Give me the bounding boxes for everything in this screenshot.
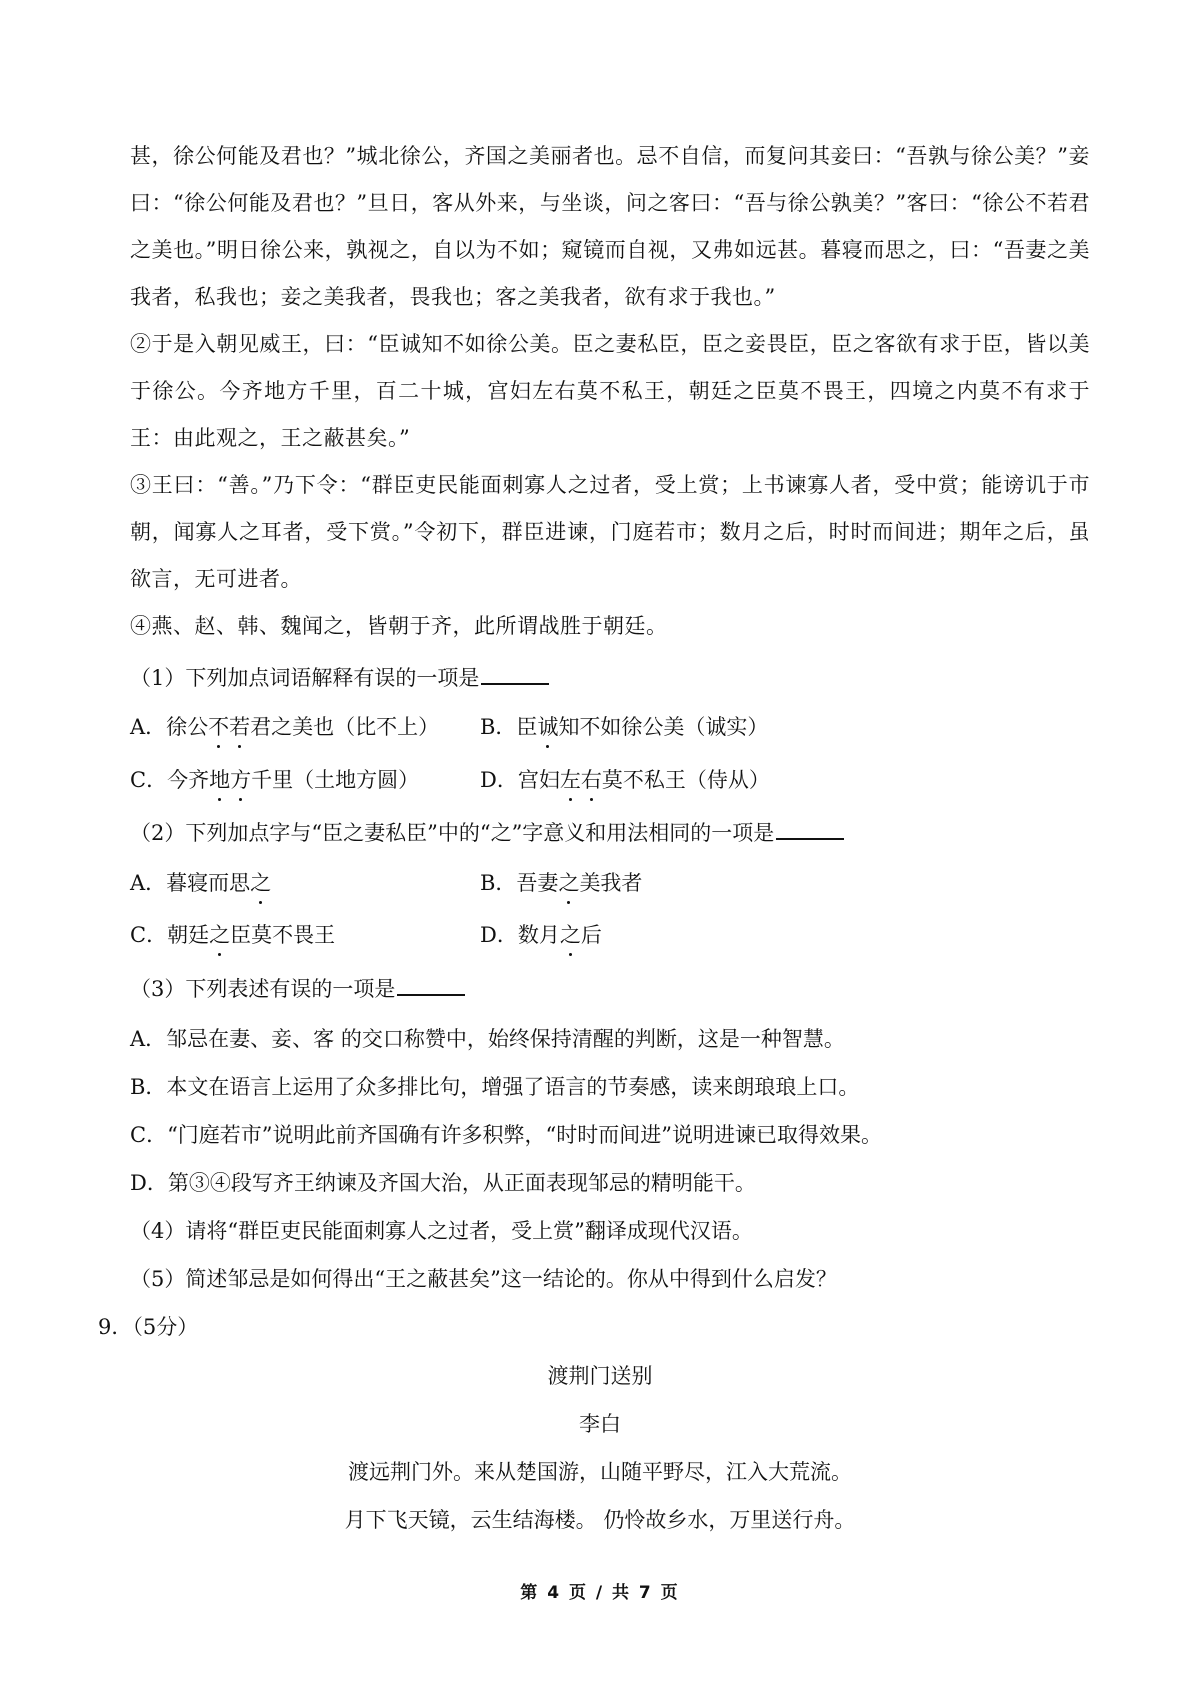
- option-text: 千里（土地方圆）: [251, 768, 420, 792]
- answer-blank: [397, 976, 465, 996]
- dotted-char: 右: [581, 765, 602, 795]
- option-text: 后: [580, 923, 602, 947]
- question-4: （4）请将“群臣吏民能面刺寡人之过者，受上赏”翻译成现代汉语。: [130, 1219, 753, 1243]
- dotted-char: 之: [250, 868, 271, 898]
- option-text: 君之美也（比不上）: [250, 715, 440, 739]
- question-2-option-c: [130, 920, 335, 950]
- question-1-option-b: [480, 712, 768, 742]
- option-text: D．宫妇: [480, 768, 560, 792]
- option-text: B．臣: [480, 715, 538, 739]
- question-3-text: （3）下列表述有误的一项是: [130, 977, 396, 1001]
- question-1-option-a: [130, 712, 439, 742]
- question-2-stem: [130, 818, 844, 848]
- poem-author: 李白: [579, 1412, 621, 1436]
- dotted-char: 之: [560, 920, 581, 950]
- option-text: C．今齐: [130, 768, 210, 792]
- page-footer: 第 4 页 / 共 7 页: [520, 1583, 680, 1603]
- question-9-label: 9．（5分）: [98, 1315, 199, 1339]
- option-text: D．数月: [480, 923, 560, 947]
- question-1-option-c: [130, 765, 419, 795]
- poem-line-1: 渡远荆门外。来从楚国游，山随平野尽，江入大荒流。: [348, 1460, 852, 1484]
- dotted-char: 不: [208, 712, 229, 742]
- passage-paragraph-4: ④燕、赵、韩、魏闻之，皆朝于齐，此所谓战胜于朝廷。: [130, 614, 668, 638]
- option-text: 臣莫不畏王: [230, 923, 336, 947]
- option-text: C．朝廷: [130, 923, 210, 947]
- passage-paragraph-1: 甚，徐公何能及君也？”城北徐公，齐国之美丽者也。忌不自信，而复问其妾曰：“吾孰与徐公美？”妾曰：“徐公何能及君也？”旦日，客从外来，与坐谈，问之客曰：“吾与徐公孰美？”客曰：“徐公不若君之美也。”明日徐公来，孰视之，自以为不如；窥镜而自视，又弗如远甚。暮寝而思之，曰：“吾妻之美我者，私我也；妾之美我者，畏我也；客之美我者，欲有求于我也。”: [130, 144, 1090, 309]
- question-2-option-b: [480, 868, 642, 898]
- option-text: A．徐公: [130, 715, 209, 739]
- dotted-char: 若: [229, 712, 250, 742]
- dotted-char: 左: [560, 765, 581, 795]
- dotted-char: 地: [209, 765, 230, 795]
- question-3-option-c: C．“门庭若市”说明此前齐国确有许多积弊，“时时而间进”说明进谏已取得效果。: [130, 1123, 883, 1147]
- poem-line-2: 月下飞天镜，云生结海楼。 仍怜故乡水，万里送行舟。: [344, 1508, 856, 1532]
- option-text: 知不如徐公美（诚实）: [558, 715, 769, 739]
- passage-paragraph-2: ②于是入朝见威王，曰：“臣诚知不如徐公美。臣之妻私臣，臣之妾畏臣，臣之客欲有求于臣，皆以美于徐公。今齐地方千里，百二十城，宫妇左右莫不私王，朝廷之臣莫不畏王，四境之内莫不有求于王：由此观之，王之蔽甚矣。”: [130, 332, 1090, 450]
- question-2-option-d: [480, 920, 602, 950]
- question-5: （5）简述邹忌是如何得出“王之蔽甚矣”这一结论的。你从中得到什么启发？: [130, 1267, 837, 1291]
- option-text: A．暮寝而思: [130, 871, 251, 895]
- question-1-text: （1）下列加点词语解释有误的一项是: [130, 666, 480, 690]
- dotted-char: 之: [558, 868, 579, 898]
- question-3-option-b: B．本文在语言上运用了众多排比句，增强了语言的节奏感，读来朗琅琅上口。: [130, 1075, 860, 1099]
- dotted-char: 方: [230, 765, 251, 795]
- option-text: 莫不私王（侍从）: [601, 768, 770, 792]
- dotted-char: 之: [209, 920, 230, 950]
- question-1-option-d: [480, 765, 770, 795]
- question-2-text: （2）下列加点字与“臣之妻私臣”中的“之”字意义和用法相同的一项是: [130, 821, 775, 845]
- question-1-stem: [130, 663, 549, 693]
- question-3-option-d: D．第③④段写齐王纳谏及齐国大治，从正面表现邹忌的精明能干。: [130, 1171, 756, 1195]
- question-2-option-a: [130, 868, 271, 898]
- question-3-stem: [130, 974, 465, 1004]
- option-text: B．吾妻: [480, 871, 559, 895]
- dotted-char: 诚: [537, 712, 558, 742]
- option-text: 美我者: [579, 871, 643, 895]
- question-3-option-a: A．邹忌在妻、妾、客 的交口称赞中，始终保持清醒的判断，这是一种智慧。: [130, 1027, 845, 1051]
- answer-blank: [481, 665, 549, 685]
- answer-blank: [776, 820, 844, 840]
- poem-title: 渡荆门送别: [547, 1364, 653, 1388]
- passage-paragraph-3: ③王曰：“善。”乃下令：“群臣吏民能面刺寡人之过者，受上赏；上书谏寡人者，受中赏；能谤讥于市朝，闻寡人之耳者，受下赏。”令初下，群臣进谏，门庭若市；数月之后，时时而间进；期年之后，虽欲言，无可进者。: [130, 473, 1090, 591]
